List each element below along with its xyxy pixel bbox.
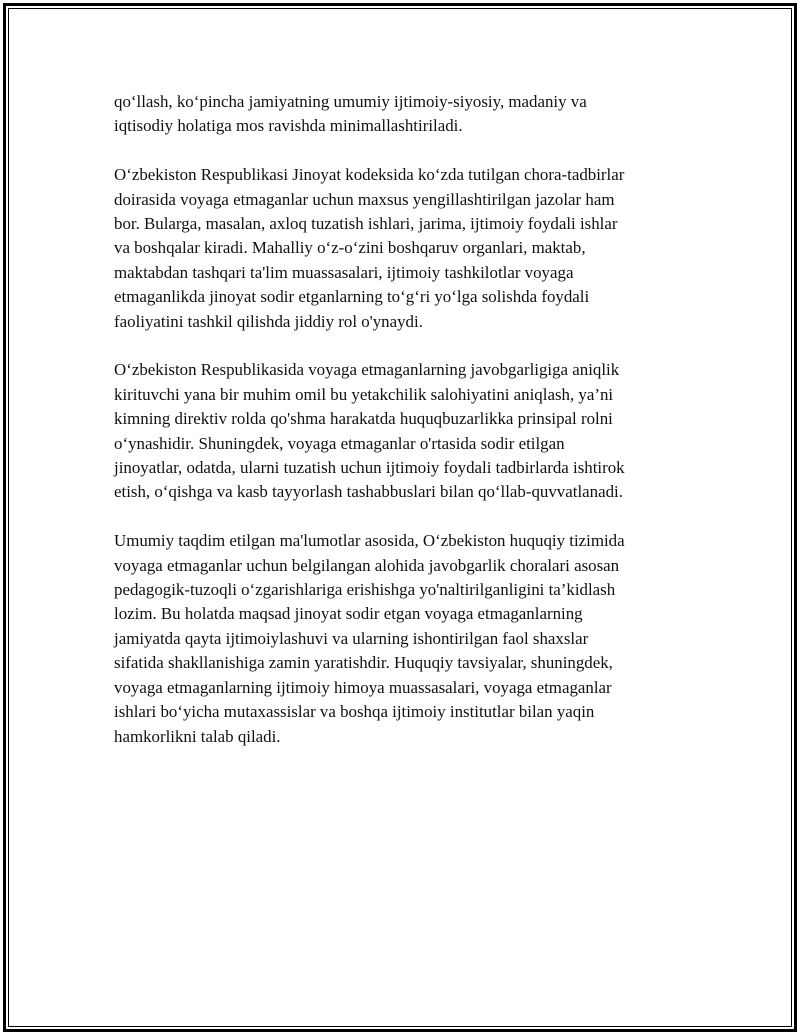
text-line: lozim. Bu holatda maqsad jinoyat sodir etgan voyaga etmaganlarning <box>114 604 583 624</box>
paragraph-2 <box>114 163 684 334</box>
text-line: doirasida voyaga etmaganlar uchun maxsus yengillashtirilgan jazolar ham <box>114 189 615 209</box>
text-line: iqtisodiy holatiga mos ravishda minimallashtiriladi. <box>114 116 463 136</box>
document-body <box>114 90 684 773</box>
text-line: qo‘llash, ko‘pincha jamiyatning umumiy ijtimoiy-siyosiy, madaniy va <box>114 92 587 111</box>
text-line: jamiyatda qayta ijtimoiylashuvi va ularning ishontirilgan faol shaxslar <box>114 628 589 648</box>
paragraph-3 <box>114 358 684 504</box>
text-line: O‘zbekiston Respublikasi Jinoyat kodeksida ko‘zda tutilgan chora-tadbirlar <box>114 165 625 185</box>
text-line: Umumiy taqdim etilgan ma'lumotlar asosida, O‘zbekiston huquqiy tizimida <box>114 531 625 551</box>
text-line: maktabdan tashqari ta'lim muassasalari, ijtimoiy tashkilotlar voyaga <box>114 262 574 282</box>
text-line: etmaganlikda jinoyat sodir etganlarning to‘g‘ri yo‘lga solishda foydali <box>114 287 590 307</box>
text-line: jinoyatlar, odatda, ularni tuzatish uchun ijtimoiy foydali tadbirlarda ishtirok <box>114 458 625 478</box>
text-line: o‘ynashidir. Shuningdek, voyaga etmaganlar o'rtasida sodir etilgan <box>114 433 565 453</box>
text-line: hamkorlikni talab qiladi. <box>114 726 281 746</box>
text-line: kimning direktiv rolda qo'shma harakatda huquqbuzarlikka prinsipal rolni <box>114 409 613 429</box>
text-line: O‘zbekiston Respublikasida voyaga etmaganlarning javobgarligiga aniqlik <box>114 360 620 380</box>
text-line: kirituvchi yana bir muhim omil bu yetakchilik salohiyatini aniqlash, ya’ni <box>114 384 614 404</box>
text-line: voyaga etmaganlarning ijtimoiy himoya muassasalari, voyaga etmaganlar <box>114 677 612 697</box>
text-line: faoliyatini tashkil qilishda jiddiy rol o'ynaydi. <box>114 311 423 331</box>
text-line: pedagogik-tuzoqli o‘zgarishlariga erishishga yo'naltirilganligini ta’kidlash <box>114 580 616 600</box>
text-line: va boshqalar kiradi. Mahalliy o‘z-o‘zini boshqaruv organlari, maktab, <box>114 238 586 258</box>
paragraph-4 <box>114 529 684 749</box>
text-line: sifatida shakllanishiga zamin yaratishdir. Huquqiy tavsiyalar, shuningdek, <box>114 653 613 673</box>
paragraph-1 <box>114 90 684 139</box>
text-line: ishlari bo‘yicha mutaxassislar va boshqa ijtimoiy institutlar bilan yaqin <box>114 702 595 722</box>
text-line: bor. Bularga, masalan, axloq tuzatish ishlari, jarima, ijtimoiy foydali ishlar <box>114 214 618 234</box>
text-line: voyaga etmaganlar uchun belgilangan alohida javobgarlik choralari asosan <box>114 555 620 575</box>
text-line: etish, o‘qishga va kasb tayyorlash tashabbuslari bilan qo‘llab-quvvatlanadi. <box>114 482 623 502</box>
